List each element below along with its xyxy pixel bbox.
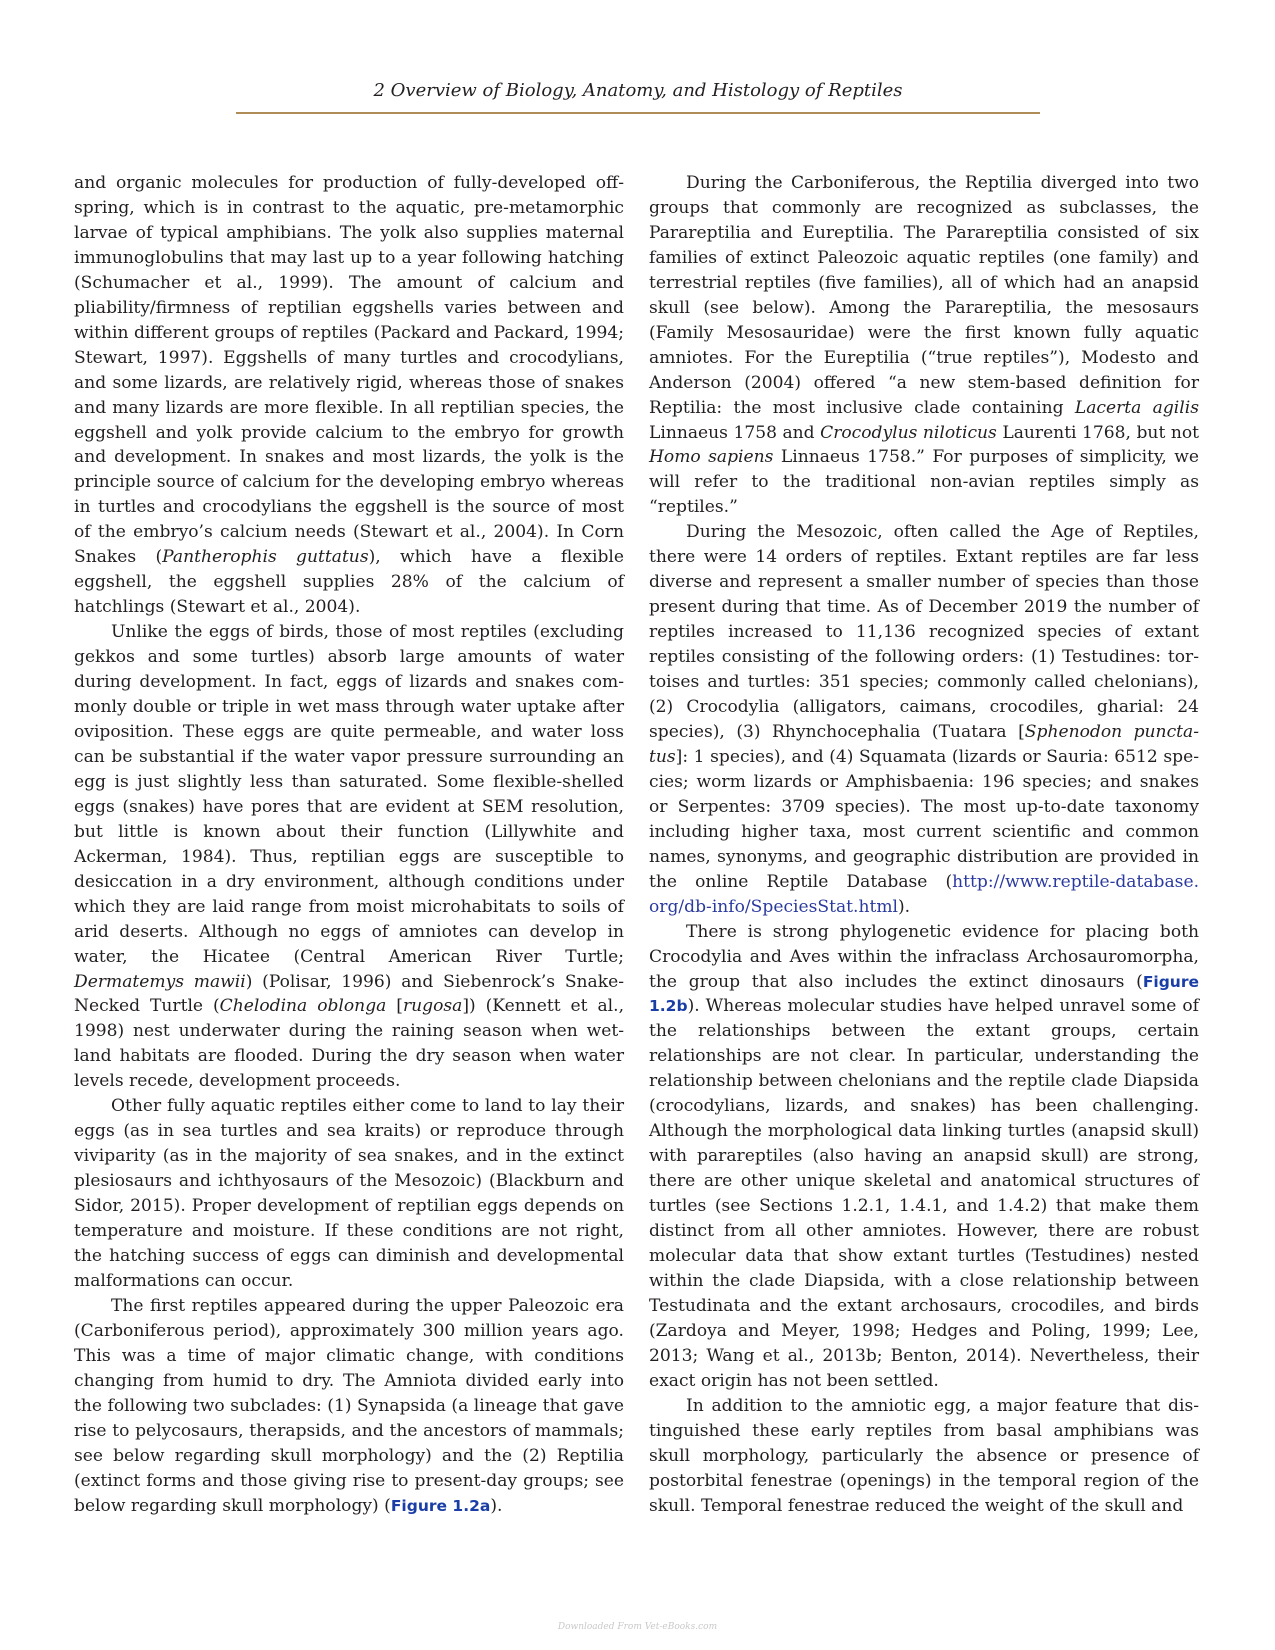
text-run: During the Carboniferous, the Reptilia diverged into two groups that commonly are recognized as subclasses, the Parareptilia and Eureptilia. The Parareptilia consisted of six families of extinct Paleozoic aquatic reptiles (one family) and terrestrial reptiles (five families), all of which had an anapsid skull (see below). Among the Parareptilia, the mesosaurs (Family Mesosauridae) were the first known fully aquatic amniotes. For the Eureptilia (“true reptiles”), Modesto and Anderson (2004) offered “a new stem-based definition for Reptilia: the most inclusive clade containing [649,173,1199,418]
species-name: Lacerta agilis [1074,397,1199,418]
text-run: ]: 1 species), and (4) Squamata (lizards or Sauria: 6512 species; worm lizards or Amphisbaenia: 196 species; and snakes or Serpentes: 3709 species). The most up-to-date taxonomy including higher taxa, most current scientific and common names, synonyms, and geographic distribution are provided in the online Reptile Database ( [649,746,1199,892]
text-run: [ [386,996,403,1017]
species-name: Crocodylus niloticus [820,422,997,443]
species-name: Sphenodon punctatus [649,721,1199,767]
species-name: Pantherophis guttatus [162,547,369,568]
text-run: and organic molecules for production of fully-developed offspring, which is in contrast to the aquatic, pre-metamorphic larvae of typical amphibians. The yolk also supplies maternal immunoglobulins that may last up to a year following hatching (Schumacher et al., 1999). The amount of calcium and pliability/firmness of reptilian eggshells varies between and within different groups of reptiles (Packard and Packard, 1994; Stewart, 1997). Eggshells of many turtles and crocodylians, and some lizards, are relatively rigid, whereas those of snakes and many lizards are more flexible. In all reptilian species, the eggshell and yolk provide calcium to the embryo for growth and development. In snakes and most lizards, the yolk is the principle source of calcium for the developing embryo whereas in turtles and crocodylians the eggshell is the source of most of the embryo’s calcium needs (Stewart et al., 2004). In Corn Snakes ( [74,173,624,568]
species-name: Homo sapiens [649,447,774,468]
text-run: ), which have a flexible eggshell, the eggshell supplies 28% of the calcium of hatchlings (Stewart et al., 2004). [74,547,624,618]
text-run: Other fully aquatic reptiles either come to land to lay their eggs (as in sea turtles and sea kraits) or reproduce through viviparity (as in the majority of sea snakes, and in the extinct plesiosaurs and ichthyosaurs of the Mesozoic) (Blackburn and Sidor, 2015). Proper development of reptilian eggs depends on temperature and moisture. If these conditions are not right, the hatching success of eggs can diminish and developmental malformations can occur. [74,1096,624,1291]
species-name: rugosa [402,996,463,1017]
paragraph [649,520,1199,919]
species-name: Dermatemys mawii [74,971,246,992]
paragraph [649,920,1199,1394]
text-run: During the Mesozoic, often called the Age of Reptiles, there were 14 orders of reptiles. Extant reptiles are far less diverse and represent a smaller number of species than those present during that time. As of December 2019 the number of reptiles increased to 11,136 recognized species of extant reptiles consisting of the following orders: (1) Testudines: tortoises and turtles: 351 species; commonly called chelonians), (2) Crocodylia (alligators, caimans, crocodiles, gharial: 24 species), (3) Rhynchocephalia (Tuatara [ [649,522,1199,742]
figure-reference-link[interactable]: Figure 1.2a [390,1496,491,1515]
figure-reference-link[interactable]: Figure 1.2b [649,972,1199,1016]
text-run: ]) (Kennett et al., 1998) nest underwater during the raining season when wetland habitats are flooded. During the dry season when water levels recede, development proceeds. [74,996,625,1092]
reptile-database-link[interactable]: http://www.reptile-database.​org/db-info/SpeciesStat.html [649,871,1199,917]
right-column [649,171,1199,1518]
header-rule [236,112,1040,114]
text-run: The first reptiles appeared during the upper Paleozoic era (Carboniferous period), approximately 300 million years ago. This was a time of major climatic change, with conditions changing from humid to dry. The Amniota divided early into the following two subclades: (1) Synapsida (a lineage that gave rise to pelycosaurs, therapsids, and the ancestors of mammals; see below regarding skull morphology) and the (2) Reptilia (extinct forms and those giving rise to present-day groups; see below regarding skull morphology) ( [74,1295,624,1516]
text-run: Unlike the eggs of birds, those of most reptiles (excluding gekkos and some turtles) absorb large amounts of water during development. In fact, eggs of lizards and snakes commonly double or triple in wet mass through water uptake after oviposition. These eggs are quite permeable, and water loss can be substantial if the water vapor pressure surrounding an egg is just slightly less than saturated. Some flexible-shelled eggs (snakes) have pores that are evident at SEM resolution, but little is known about their function (Lillywhite and Ackerman, 1984). Thus, reptilian eggs are susceptible to desiccation in a dry environment, although conditions under which they are laid range from moist microhabitats to soils of arid deserts. Although no eggs of amniotes can develop in water, the Hicatee (Central American River Turtle; [74,622,624,967]
paragraph [74,620,624,1094]
text-run: ) (Polisar, 1996) and Siebenrock’s Snake-Necked Turtle ( [74,971,624,1017]
text-run: Laurenti 1768, but not [996,422,1199,443]
paragraph [649,1394,1199,1519]
paragraph [74,1294,624,1519]
text-run: ). [490,1495,503,1516]
species-name: Chelodina oblonga [219,996,387,1017]
text-run: There is strong phylogenetic evidence for placing both Crocodylia and Aves within the infraclass Archosauromorpha, the group that also includes the extinct dinosaurs ( [649,921,1199,992]
text-run: Linnaeus 1758.” For purposes of simplicity, we will refer to the traditional non-avian reptiles simply as “reptiles.” [649,447,1199,518]
paragraph [649,171,1199,520]
text-run: ). Whereas molecular studies have helped unravel some of the relationships between the extant groups, certain relationships are not clear. In particular, understanding the relationship between chelonians and the reptile clade Diapsida (crocodylians, lizards, and snakes) has been challenging. Although the morphological data linking turtles (anapsid skull) with parareptiles (also having an anapsid skull) are strong, there are other unique skeletal and anatomical structures of turtles (see Sections 1.2.1, 1.4.1, and 1.4.2) that make them distinct from all other amniotes. However, there are robust molecular data that show extant turtles (Testudines) nested within the clade Diapsida, with a close relationship between Testudinata and the extant archosaurs, crocodiles, and birds (Zardoya and Meyer, 1998; Hedges and Poling, 1999; Lee, 2013; Wang et al., 2013b; Benton, 2014). Nevertheless, their exact origin has not been settled. [649,996,1199,1391]
text-run: ). [898,896,911,917]
download-watermark: Downloaded From Vet-eBooks.com [557,1622,718,1632]
running-head: 2 Overview of Biology, Anatomy, and Histology of Reptiles [373,80,903,101]
text-run: Linnaeus 1758 and [649,422,821,443]
left-column [74,171,624,1518]
text-run: In addition to the amniotic egg, a major feature that distinguished these early reptiles from basal amphibians was skull morphology, particularly the absence or presence of postorbital fenestrae (openings) in the temporal region of the skull. Temporal fenestrae reduced the weight of the skull and [649,1395,1199,1516]
paragraph [74,171,624,620]
paragraph [74,1094,624,1294]
